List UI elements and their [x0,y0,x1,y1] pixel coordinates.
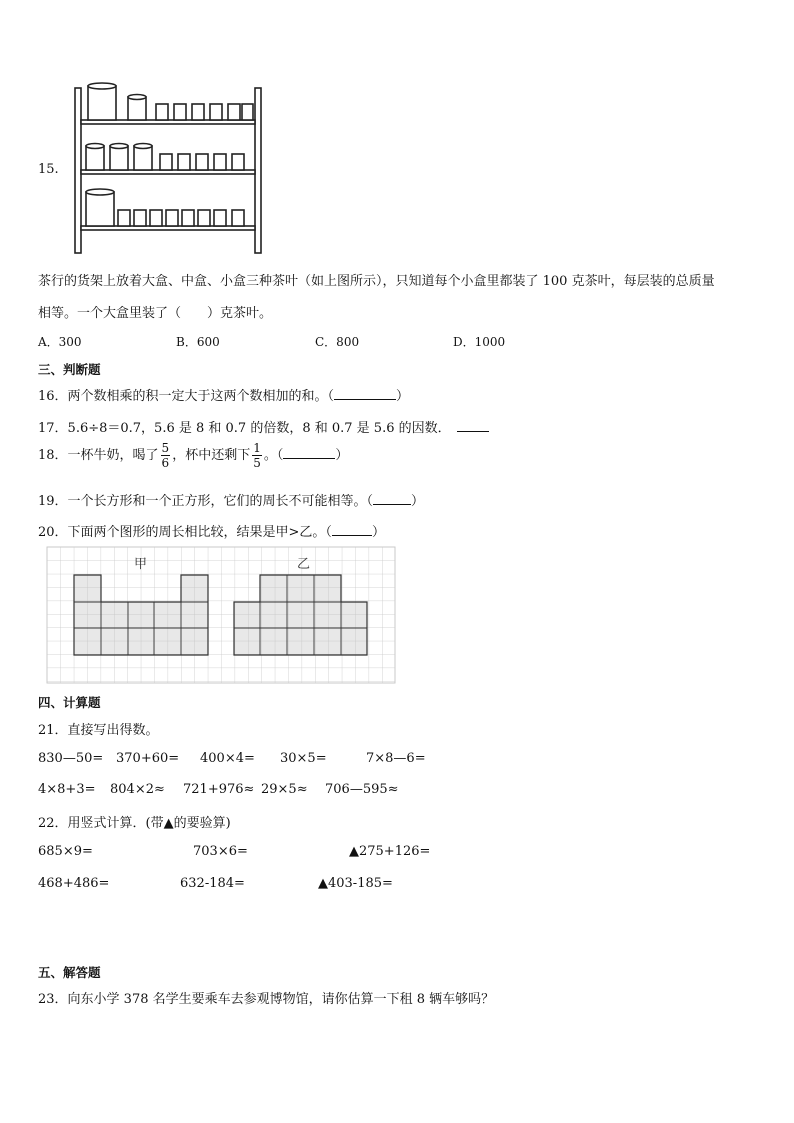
q18 [38,441,348,470]
q18-answer-blank[interactable] [283,446,335,459]
q16-answer-blank[interactable] [334,387,396,400]
q21-r1-c2: 370+60= [116,751,180,766]
q22-title: 22．用竖式计算．(带▲的要验算) [38,816,231,831]
q19 [38,490,424,509]
q16 [38,385,409,404]
q15-option-d[interactable]: D．1000 [453,335,506,349]
q19-answer-blank[interactable] [373,492,411,505]
q22-r2-c1: 468+486= [38,876,110,891]
q21-r2-c2: 804×2≈ [110,782,165,797]
q22-r2-c3: ▲403-185= [318,876,393,891]
q15-text-line2: 相等。一个大盒里装了（ ）克茶叶。 [38,306,273,321]
q18-f1-denominator: 6 [161,456,170,470]
q15-text-line1: 茶行的货架上放着大盒、中盒、小盒三种茶叶（如上图所示），只知道每个小盒里都装了 100 克茶叶，每层装的总质量 [38,274,715,289]
q18-f2-numerator: 1 [253,441,261,455]
q21-r1-c1: 830—50= [38,751,104,766]
q18-fraction-drunk [161,441,171,470]
q21-r1-c5: 7×8—6= [366,751,426,766]
q15-option-b[interactable]: B．600 [176,335,220,349]
q17-text: 17．5.6÷8＝0.7，5.6 是 8 和 0.7 的倍数，8 和 0.7 是 5.6 的因数． [38,421,451,436]
q18-post: 。（ [263,448,284,463]
q23-text: 23．向东小学 378 名学生要乘车去参观博物馆，请你估算一下租 8 辆车够吗？ [38,992,495,1007]
q17 [38,417,489,436]
q18-fraction-left [252,441,262,470]
q21-r1-c4: 30×5= [280,751,327,766]
q19-close: ） [411,494,425,509]
q18-pre: 18．一杯牛奶，喝了 [38,448,159,463]
q22-r2-c2: 632-184= [180,876,245,891]
q19-text: 19．一个长方形和一个正方形，它们的周长不可能相等。（ [38,494,374,509]
label-jia: 甲 [134,557,148,572]
q16-text: 16．两个数相乘的积一定大于这两个数相加的和。（ [38,389,335,404]
label-yi: 乙 [297,557,311,572]
perimeter-grid-figure [46,546,396,684]
q21-r2-c4: 29×5≈ [261,782,308,797]
q17-answer-blank[interactable] [457,419,489,432]
q20-answer-blank[interactable] [332,523,372,536]
q22-r1-c2: 703×6= [193,844,248,859]
q18-f1-numerator: 5 [161,441,170,455]
section-5-title: 五、解答题 [38,965,101,980]
q18-mid: ，杯中还剩下 [172,448,251,463]
q21-r1-c3: 400×4= [200,751,255,766]
q22-r1-c3: ▲275+126= [349,844,431,859]
q21-r2-c1: 4×8+3= [38,782,96,797]
q21-title: 21．直接写出得数。 [38,723,159,738]
q20-close: ） [371,525,385,540]
q20-text: 20．下面两个图形的周长相比较，结果是甲>乙。（ [38,525,332,540]
q18-f2-denominator: 5 [253,456,261,470]
q18-close: ） [335,448,349,463]
q21-r2-c3: 721+976≈ [183,782,255,797]
section-4-title: 四、计算题 [38,695,101,710]
q22-r1-c1: 685×9= [38,844,93,859]
q15-option-c[interactable]: C．800 [315,335,360,349]
tea-shelf-illustration [74,80,264,256]
q21-r2-c5: 706—595≈ [325,782,399,797]
q16-close: ） [396,389,410,404]
section-3-title: 三、判断题 [38,362,101,377]
q15-option-a[interactable]: A．300 [38,335,82,349]
question-number-15: 15. [38,162,59,177]
q20 [38,521,385,540]
